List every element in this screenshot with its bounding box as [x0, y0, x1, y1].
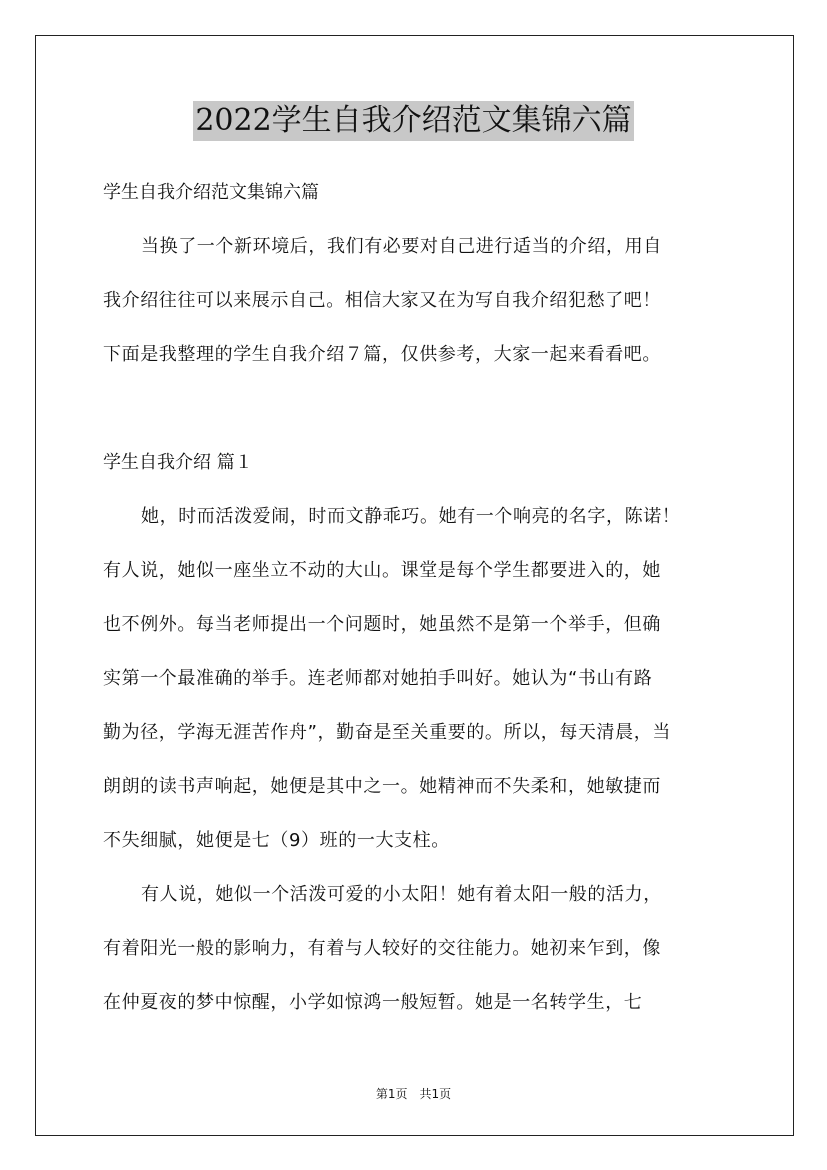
paragraph-spacer — [103, 382, 727, 436]
title-container — [0, 101, 827, 141]
document-body — [103, 166, 727, 1030]
body-paragraph-1: 她，时而活泼爱闹，时而文静乖巧。她有一个响亮的名字，陈诺！ 有人说，她似一座坐立不动的大山。课堂是每个学生都要进入的，她 也不例外。每当老师提出一个问题时，她虽然不是第一个举手，但确 实第一个最准确的举手。连老师都对她拍手叫好。她认为“书山有路 勤为径，学海无涯苦作舟”，勤奋是至关重要的。所以，每天清晨，当 朗朗的读书声响起，她便是其中之一。她精神而不失柔和，她敏捷而 不失细腻，她便是七（9）班的一大支柱。 — [103, 506, 681, 851]
section-heading: 学生自我介绍 篇１ — [103, 452, 253, 473]
body-paragraph-2: 有人说，她似一个活泼可爱的小太阳！她有着太阳一般的活力， 有着阳光一般的影响力，有着与人较好的交往能力。她初来乍到，像 在仲夏夜的梦中惊醒，小学如惊鸿一般短暂。她是一名转学生，七 — [103, 884, 662, 1013]
document-title: 2022学生自我介绍范文集锦六篇 — [193, 101, 633, 141]
intro-paragraph: 当换了一个新环境后，我们有必要对自己进行适当的介绍，用自 我介绍往往可以来展示自己。相信大家又在为写自我介绍犯愁了吧！ 下面是我整理的学生自我介绍７篇，仅供参考，大家一起来看看吧。 — [103, 236, 662, 365]
page-footer: 第1页 共1页 — [375, 1087, 452, 1101]
document-subtitle: 学生自我介绍范文集锦六篇 — [103, 182, 319, 203]
